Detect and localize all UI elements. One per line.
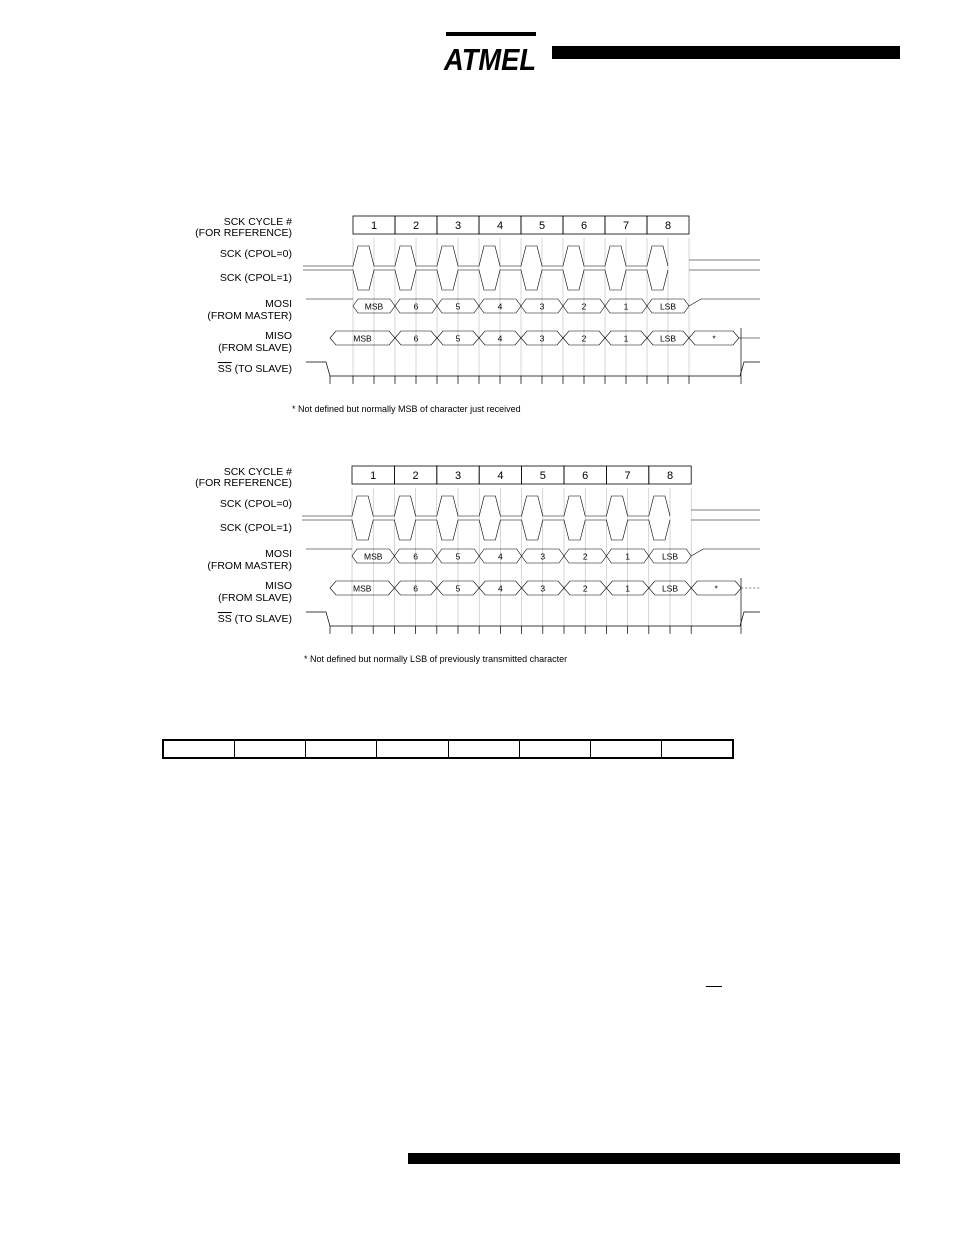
label-to-slave: (TO SLAVE)	[231, 613, 292, 625]
mosi-idle-right	[691, 549, 760, 556]
cycle-number: 3	[454, 470, 462, 482]
sck-cpol0-waveform	[302, 496, 670, 516]
miso-bus-bit-label: 3	[540, 583, 546, 594]
header-bar	[552, 46, 900, 59]
mosi-bus-bit-label: 6	[413, 301, 419, 312]
mosi-bus-bit-label: LSB	[659, 301, 677, 312]
miso-bus-bit-label: 4	[498, 583, 503, 594]
sck-cpol1-waveform	[303, 270, 668, 290]
cycle-number: 2	[412, 470, 419, 482]
mosi-bus-bit-label: MSB	[363, 551, 383, 562]
cycle-number: 8	[666, 470, 674, 482]
register-cell	[520, 741, 591, 757]
register-cell	[449, 741, 520, 757]
cycle-number: 2	[412, 220, 420, 232]
register-cell	[662, 741, 732, 757]
cycle-number: 1	[370, 470, 377, 482]
mosi-bus-bit-label: 5	[455, 551, 461, 562]
register-cell	[591, 741, 662, 757]
label-for-reference: (FOR REFERENCE)	[195, 227, 292, 239]
ss-overline	[706, 986, 722, 987]
timing-svg	[0, 450, 954, 680]
mosi-bus-bit-label: 1	[625, 551, 630, 562]
label-ss	[218, 613, 292, 625]
miso-bus-bit-label: 5	[455, 583, 461, 594]
cycle-number: 8	[664, 220, 672, 232]
miso-bus-bit-label: 6	[413, 333, 419, 344]
cycle-number: 7	[624, 470, 631, 482]
label-miso: MISO	[265, 580, 292, 592]
register-cell	[306, 741, 377, 757]
miso-bus-bit-label: LSB	[661, 583, 679, 594]
cycle-number: 5	[538, 220, 546, 232]
miso-bus-bit-label: 1	[623, 333, 629, 344]
sck-cpol1-waveform	[302, 520, 670, 540]
footnote: * Not defined but normally LSB of previously transmitted character	[304, 654, 568, 664]
miso-bus-bit-label: 4	[497, 333, 503, 344]
atmel-logo-text: ATMEL	[443, 42, 536, 76]
miso-bus-bit-label: 6	[413, 583, 418, 594]
label-for-reference: (FOR REFERENCE)	[195, 477, 292, 489]
label-sck-cycle: SCK CYCLE #	[223, 216, 292, 228]
spi-timing-diagram-cpha1	[0, 450, 954, 680]
label-from-master: (FROM MASTER)	[207, 560, 292, 572]
miso-bus-bit-label: 1	[625, 583, 630, 594]
mosi-bus-bit-label: 2	[582, 551, 588, 562]
mosi-idle-right	[689, 299, 760, 306]
mosi-bus-bit-label: 3	[539, 301, 545, 312]
label-sck-cpol0: SCK (CPOL=0)	[219, 498, 292, 510]
sck-cpol0-waveform	[303, 246, 668, 266]
miso-bus-bit-label: 2	[581, 333, 587, 344]
register-cell	[164, 741, 235, 757]
ss-waveform	[306, 612, 760, 626]
spi-timing-diagram-cpha0	[0, 200, 954, 430]
cycle-number: 6	[582, 470, 589, 482]
label-sck-cycle: SCK CYCLE #	[223, 466, 292, 478]
label-miso: MISO	[265, 330, 292, 342]
timing-svg	[0, 200, 954, 430]
mosi-bus-bit-label: 4	[497, 301, 503, 312]
mosi-bus-bit-label: 2	[581, 301, 587, 312]
label-sck-cpol1: SCK (CPOL=1)	[219, 522, 292, 534]
label-to-slave: (TO SLAVE)	[231, 363, 292, 375]
label-from-slave: (FROM SLAVE)	[218, 592, 292, 604]
miso-bus-bit-label: 3	[539, 333, 545, 344]
label-from-master: (FROM MASTER)	[207, 310, 292, 322]
cycle-number: 6	[580, 220, 588, 232]
cycle-number: 5	[539, 470, 546, 482]
atmel-logo	[440, 30, 540, 76]
cycle-number: 4	[497, 470, 504, 482]
miso-extra-label: *	[714, 583, 718, 594]
miso-bus-bit-label: MSB	[352, 583, 372, 594]
footnote: * Not defined but normally MSB of character just received	[292, 404, 521, 414]
miso-bus-bit-label: 5	[455, 333, 461, 344]
label-from-slave: (FROM SLAVE)	[218, 342, 292, 354]
register-cell	[235, 741, 306, 757]
miso-bus-bit-label: MSB	[353, 333, 372, 344]
cycle-number: 1	[370, 220, 378, 232]
label-ss-name: SS	[217, 363, 232, 375]
miso-extra-label: *	[712, 333, 716, 344]
mosi-bus-bit-label: 5	[455, 301, 461, 312]
label-sck-cpol1: SCK (CPOL=1)	[219, 272, 292, 284]
footer-bar	[408, 1153, 900, 1164]
mosi-bus-bit-label: MSB	[364, 301, 384, 312]
mosi-bus-bit-label: LSB	[661, 551, 679, 562]
mosi-bus-bit-label: 4	[498, 551, 503, 562]
label-mosi: MOSI	[265, 298, 292, 310]
miso-bus-bit-label: 2	[582, 583, 588, 594]
label-ss-name: SS	[217, 613, 232, 625]
label-sck-cpol0: SCK (CPOL=0)	[219, 248, 292, 260]
mosi-bus-bit-label: 1	[623, 301, 629, 312]
label-mosi: MOSI	[265, 548, 292, 560]
cycle-number: 7	[622, 220, 630, 232]
cycle-number: 3	[454, 220, 462, 232]
label-ss	[218, 363, 292, 375]
mosi-bus-bit-label: 6	[413, 551, 418, 562]
mosi-bus-bit-label: 3	[540, 551, 546, 562]
cycle-number: 4	[496, 220, 504, 232]
register-cell	[377, 741, 448, 757]
register-table	[162, 739, 734, 759]
miso-bus-bit-label: LSB	[659, 333, 677, 344]
